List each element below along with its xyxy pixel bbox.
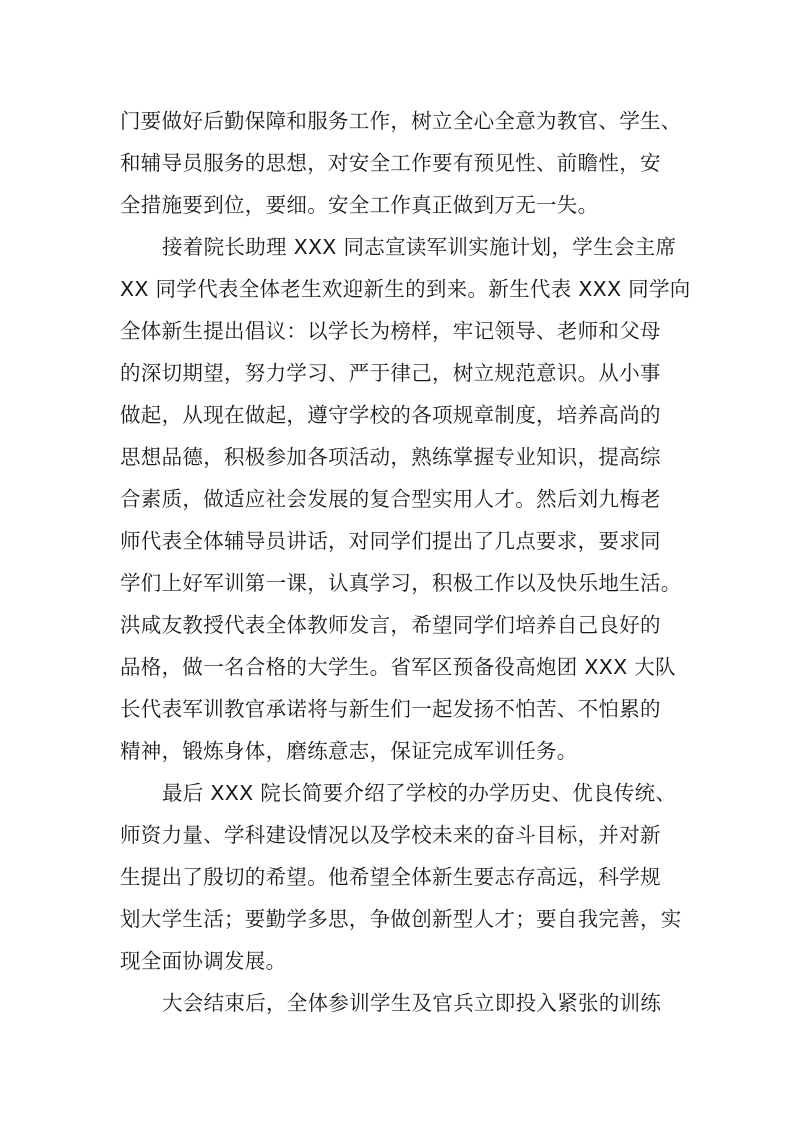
text-line: 做起，从现在做起，遵守学校的各项规章制度，培养高尚的	[120, 403, 661, 427]
text-line: 门要做好后勤保障和服务工作，树立全心全意为教官、学生、	[120, 109, 682, 133]
text-line: XX 同学代表全体老生欢迎新生的到来。新生代表 XXX 同学向	[120, 277, 691, 301]
text-line: 师资力量、学科建设情况以及学校未来的奋斗目标，并对新	[120, 823, 661, 847]
text-line: 的深切期望，努力学习、严于律己，树立规范意识。从小事	[120, 361, 661, 385]
text-line: 和辅导员服务的思想，对安全工作要有预见性、前瞻性，安	[120, 151, 661, 175]
text-line: 现全面协调发展。	[120, 949, 287, 973]
text-line: 合素质，做适应社会发展的复合型实用人才。然后刘九梅老	[120, 487, 661, 511]
text-line: 生提出了殷切的希望。他希望全体新生要志存高远，科学规	[120, 865, 661, 889]
text-line: 划大学生活；要勤学多思，争做创新型人才；要自我完善，实	[120, 907, 682, 931]
text-line: 洪咸友教授代表全体教师发言，希望同学们培养自己良好的	[120, 613, 661, 637]
text-line: 全措施要到位，要细。安全工作真正做到万无一失。	[120, 193, 599, 217]
text-line: 全体新生提出倡议：以学长为榜样，牢记领导、老师和父母	[120, 319, 661, 343]
paragraph-first-line: 接着院长助理 XXX 同志宣读军训实施计划，学生会主席	[162, 235, 677, 259]
text-line: 学们上好军训第一课，认真学习，积极工作以及快乐地生活。	[120, 571, 682, 595]
text-line: 品格，做一名合格的大学生。省军区预备役高炮团 XXX 大队	[120, 655, 676, 679]
text-line: 长代表军训教官承诺将与新生们一起发扬不怕苦、不怕累的	[120, 697, 661, 721]
paragraph-first-line: 大会结束后，全体参训学生及官兵立即投入紧张的训练	[162, 991, 662, 1015]
text-line: 思想品德，积极参加各项活动，熟练掌握专业知识，提高综	[120, 445, 661, 469]
text-line: 师代表全体辅导员讲话，对同学们提出了几点要求，要求同	[120, 529, 661, 553]
paragraph-first-line: 最后 XXX 院长简要介绍了学校的办学历史、优良传统、	[162, 781, 677, 805]
text-line: 精神，锻炼身体，磨练意志，保证完成军训任务。	[120, 739, 578, 763]
